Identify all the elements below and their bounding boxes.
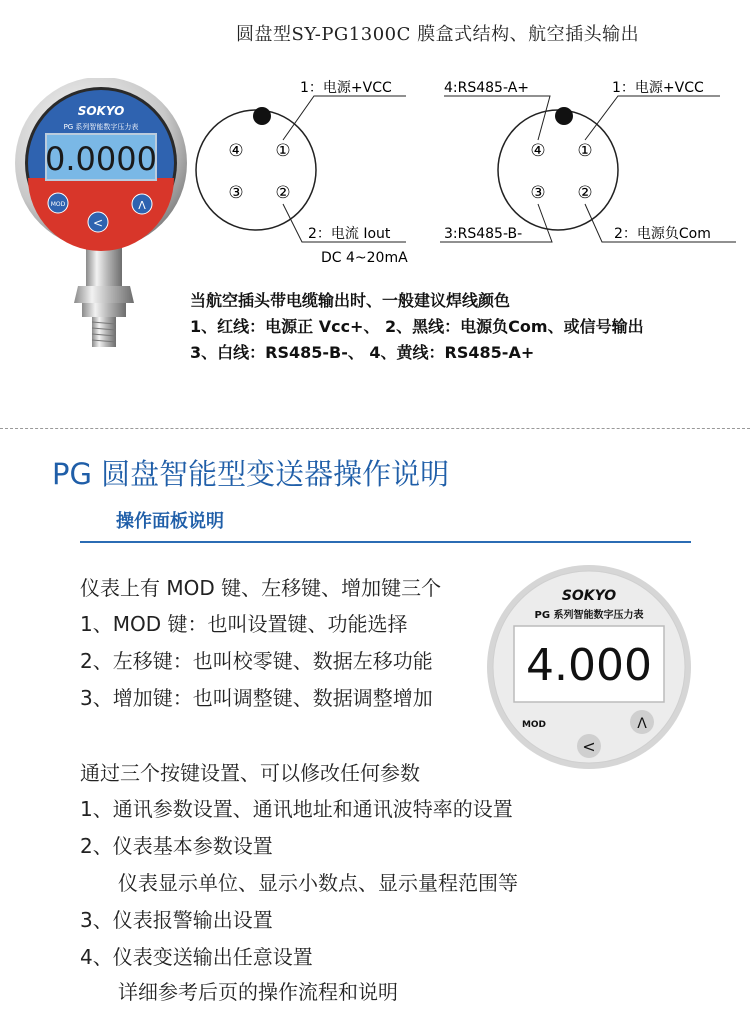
section-title: PG 圆盘智能型变送器操作说明 <box>52 457 450 491</box>
keys-item-1: 1、MOD 键：也叫设置键、功能选择 <box>80 612 408 636</box>
settings-item-2: 2、仪表基本参数设置 <box>80 834 273 858</box>
pin3-label: 3:RS485-B- <box>444 226 523 242</box>
pin-2: ② <box>275 183 291 203</box>
settings-item-4: 4、仪表变送输出任意设置 <box>80 945 313 969</box>
keys-intro: 仪表上有 MOD 键、左移键、增加键三个 <box>80 576 442 600</box>
gauge-brand: SOKYO <box>77 104 125 118</box>
subtitle-underline <box>80 541 691 543</box>
pin-1: ① <box>275 141 291 161</box>
pin-3: ③ <box>228 183 244 203</box>
gauge-hex-nut <box>74 286 134 303</box>
section-subtitle: 操作面板说明 <box>116 511 224 532</box>
keys-item-3: 3、增加键：也叫调整键、数据调整增加 <box>80 686 433 710</box>
panel-brand: SOKYO <box>561 588 617 604</box>
pin-4: ④ <box>228 141 244 161</box>
pin2-range-label: DC 4~20mA <box>321 250 408 266</box>
section-divider <box>0 428 750 429</box>
keys-item-2: 2、左移键：也叫校零键、数据左移功能 <box>80 649 433 673</box>
gauge-stem <box>86 248 122 288</box>
wiring-note-line-2: 3、白线：RS485-B-、 4、黄线：RS485-A+ <box>190 343 535 362</box>
gauge-photo <box>6 78 196 358</box>
panel-series: PG 系列智能数字压力表 <box>534 610 644 621</box>
pin-1: ① <box>577 141 593 161</box>
settings-item-1: 1、通讯参数设置、通讯地址和通讯波特率的设置 <box>80 797 513 821</box>
settings-intro: 通过三个按键设置、可以修改任何参数 <box>80 761 420 785</box>
page-header-title: 圆盘型SY-PG1300C 膜盒式结构、航空插头输出 <box>236 24 640 45</box>
settings-item-4-detail: 详细参考后页的操作流程和说明 <box>118 980 398 1004</box>
connector-key-dot <box>555 107 573 125</box>
leader-line-pin4 <box>444 96 550 140</box>
connector-key-dot <box>253 107 271 125</box>
pin-2: ② <box>577 183 593 203</box>
leader-line-pin1 <box>283 96 406 140</box>
settings-item-3: 3、仪表报警输出设置 <box>80 908 273 932</box>
gauge-lcd-value: 0.0000 <box>45 140 157 178</box>
wiring-note-line-1: 1、红线：电源正 Vcc+、 2、黑线：电源负Com、或信号输出 <box>190 317 644 336</box>
pin2-label: 2：电流 Iout <box>308 226 391 242</box>
wiring-note-heading: 当航空插头带电缆输出时、一般建议焊线颜色 <box>190 291 511 310</box>
gauge-series: PG 系列智能数字压力表 <box>63 123 139 131</box>
pin2-label: 2：电源负Com <box>614 226 711 242</box>
pin-4: ④ <box>530 141 546 161</box>
svg-text:<: < <box>582 737 596 756</box>
svg-text:<: < <box>92 216 104 230</box>
settings-item-2-detail: 仪表显示单位、显示小数点、显示量程范围等 <box>118 871 518 895</box>
connector-outline <box>498 110 618 230</box>
svg-text:MOD: MOD <box>50 201 66 208</box>
panel-face-illustration <box>484 562 694 772</box>
pin1-label: 1：电源+VCC <box>300 80 392 96</box>
pin4-label: 4:RS485-A+ <box>444 80 530 96</box>
svg-text:Λ: Λ <box>138 199 146 212</box>
connector-outline <box>196 110 316 230</box>
panel-lcd-value: 4.000 <box>526 640 652 691</box>
panel-mod-label: MOD <box>521 720 547 730</box>
connector-diagram-rs485 <box>440 70 740 270</box>
pin-3: ③ <box>530 183 546 203</box>
gauge-thread <box>92 317 116 347</box>
pin1-label: 1：电源+VCC <box>612 80 704 96</box>
connector-diagram-current <box>190 70 430 270</box>
svg-text:Λ: Λ <box>637 716 647 732</box>
